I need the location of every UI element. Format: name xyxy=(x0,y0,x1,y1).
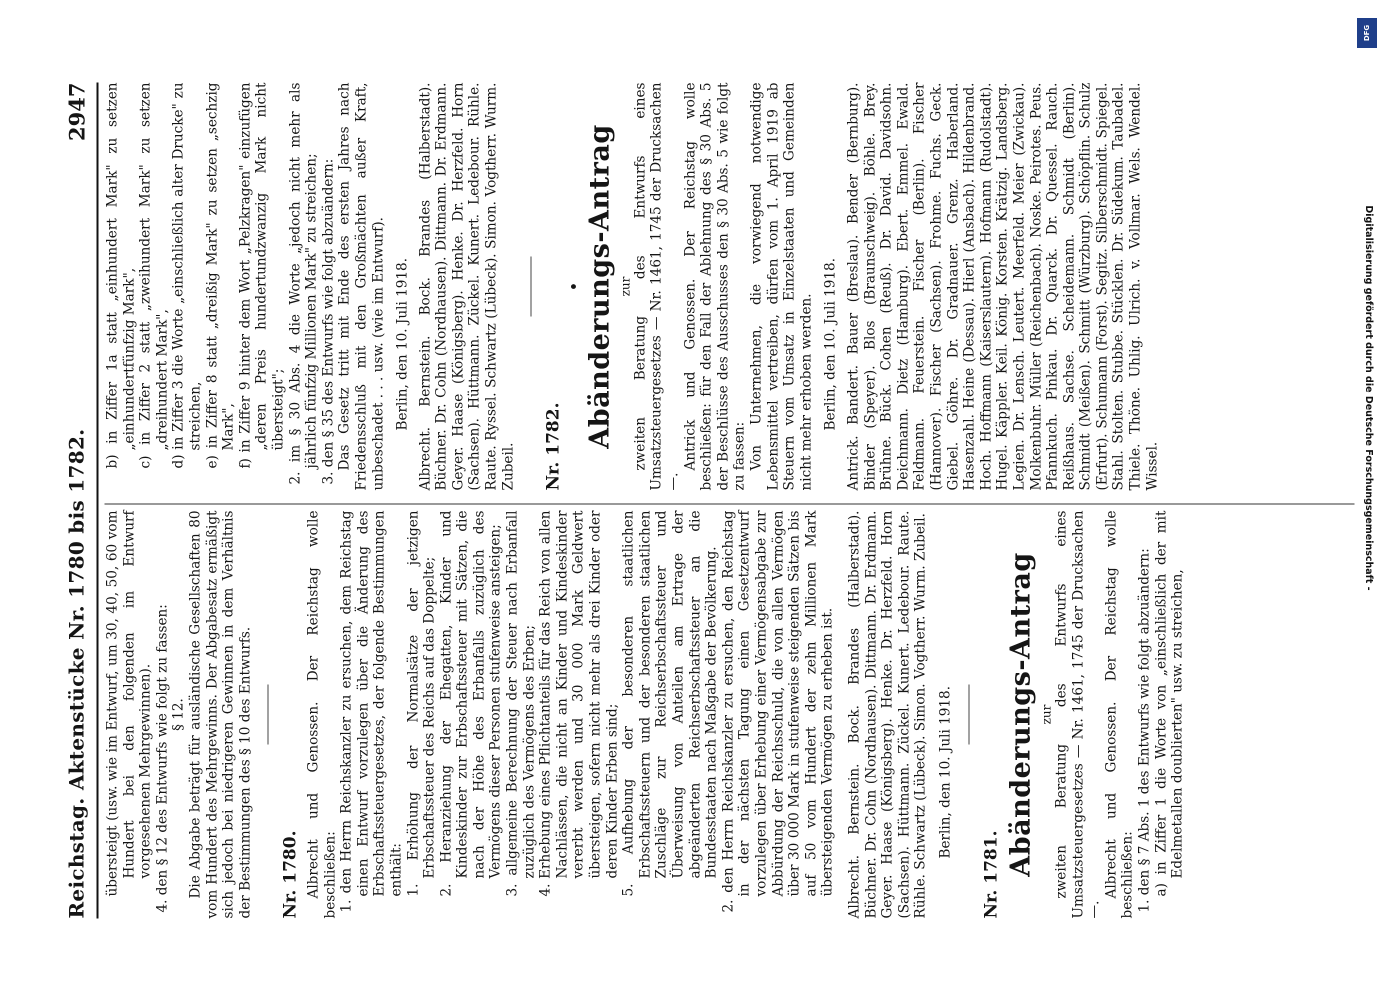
header-rule xyxy=(96,82,98,918)
document-number: Nr. 1782. xyxy=(543,401,564,490)
signatories: Albrecht. Bernstein. Bock. Brandes (Halberstadt). Büchner. Dr. Cohn (Nordhausen). Dittmann. Dr. Erdmann. Geyer. Haase (Königsberg). Henke. Dr. Herzfeld. Horn (Sachsen). Hüttmann. Zückel. Kunert. Ledebour. Rühle. Raute. Ryssel. Schwartz (Lübeck). Simon. Vogtherr. Wurm. Zubeil. xyxy=(416,82,516,490)
print-mark: • xyxy=(565,281,582,291)
document-number: Nr. 1780. xyxy=(280,829,301,918)
section-text: Das Gesetz tritt mit Ende des ersten Jahres nach Friedensschluß mit den Großmächten außer Kraft, unbeschadet . . . usw. (wie im Entwurf). xyxy=(336,82,386,490)
running-title: Reichstag. Aktenstücke Nr. 1780 bis 1782. xyxy=(64,428,88,918)
title-connector: zur xyxy=(1039,704,1054,724)
page-number: 2947 xyxy=(64,82,89,141)
motion-subitem: 1. Erhöhung der Normalsätze der jetzigen Erbschaftssteuer des Reichs auf das Doppelte; xyxy=(404,510,438,896)
motion-subitem: 3. allgemeine Berechnung der Steuer nach Erbanfall zuzüglich des Vermögens des Erben; xyxy=(504,510,537,896)
separator-rule xyxy=(267,684,268,744)
motion-item: 2. den Herrn Reichskanzler zu ersuchen, den Reichstag in der nächsten Tagung einen Gesetzentwurf vorzulegen über Erhebung einer Vermögensabgabe zur Abbürdung der Reichsschuld, die von allen Vermögen über 30 000 Mark in stufenweise steigenden Sätzen bis auf 50 vom Hundert der zehn Millionen Mark übersteigenden Vermögen zu erheben ist. xyxy=(719,510,836,912)
motion-item: 3. den § 35 des Entwurfs wie folgt abzuändern: xyxy=(319,158,336,484)
document-title: Abänderungs-Antrag xyxy=(1005,551,1037,877)
title-connector: zur xyxy=(617,276,632,296)
reference-line: zweiten Beratung des Entwurfs eines Umsatzsteuergesetzes — Nr. 1461, 1745 der Drucksachen —. xyxy=(631,82,682,490)
motion-subitem: 5. Aufhebung der besonderen staatlichen Erbschaftssteuern und der besonderen staatlichen Zuschläge zur Reichserbschaftssteuer und Überweisung von Anteilen am Ertrage der abgeänderten Reichserbschaftssteuer an die Bundesstaaten nach Maßgabe der Bevölkerung. xyxy=(620,510,720,896)
signatories: Albrecht. Bernstein. Bock. Brandes (Halberstadt). Büchner. Dr. Cohn (Nordhausen). Dittmann. Dr. Erdmann. Geyer. Haase (Königsberg). Henke. Dr. Herzfeld. Horn (Sachsen). Hüttmann. Zückel. Kunert. Ledebour. Raute. Rühle. Schwartz (Lübeck). Simon. Vogtherr. Wurm. Zubeil. xyxy=(845,510,929,918)
motion-subitem: d) in Ziffer 3 die Worte „einschließlich alter Drucke" zu streichen, xyxy=(170,82,203,468)
signatories: Antrick. Bandert. Bauer (Breslau). Bender (Bernburg). Binder (Speyer). Blos (Braunschweig). Böhle. Brey. Brühne. Bück. Cohen (Reuß). Dr. David. Davidsohn. Deichmann. Dietz (Hamburg). Ebert. Emmel. Ewald. Feldmann. Feuerstein. Fischer (Berlin). Fischer (Hannover). Fischer (Sachsen). Frohme. Fuchs. Geck. Giebel. Göhre. Dr. Gradnauer. Grenz. Haberland. Hasenzahl. Heine (Dessau). Hierl (Ansbach). Hildenbrand. Hoch. Hoffmann (Kaiserslautern). Hofmann (Rudolstadt). Hugel. Käppler. Keil. König. Korsten. Krätzig. Landsberg. Legien. Dr. Lensch. Leutert. Meerfeld. Meier (Zwickau). Molkenbuhr. Müller (Reichenbach). Noske. Peirotes. Peus. Pfannkuch. Pinkau. Dr. Quarck. Dr. Quessel. Rauch. Reißhaus. Sachse. Scheidemann. Schmidt (Berlin). Schmidt (Meißen). Schmitt (Würzburg). Schöpflin. Schulz (Erfurt). Schumann (Forst). Segitz. Silberschmidt. Spiegel. Stahl. Stolten. Stubbe. Stücklen. Dr. Südekum. Taubadel. Thiele. Thöne. Uhlig. Ulrich. v. Vollmar. Wels. Wendel. Wissel. xyxy=(844,82,1160,490)
left-column xyxy=(104,510,1186,918)
column-divider xyxy=(104,503,1354,504)
dfg-logo: DFG xyxy=(1357,18,1377,48)
motion-item: 2. im § 30 Abs. 4 die Worte „jedoch nicht mehr als jährlich fünfzig Millionen Mark" zu streichen; xyxy=(286,82,320,484)
motion-intro: Albrecht und Genossen. Der Reichstag wolle beschließen: xyxy=(1102,510,1136,918)
motion-item: 1. den § 7 Abs. 1 des Entwurfs wie folgt abzuändern: xyxy=(1136,547,1153,912)
digitization-credit: Digitalisierung gefördert durch die Deutsche Forschungsgemeinschaft - xyxy=(1363,205,1374,591)
motion-item: 1. den Herrn Reichskanzler zu ersuchen, dem Reichstag einen Entwurf vorzulegen über die Änderung des Erbschaftssteuergesetzes, der folgende Bestimmungen enthält: xyxy=(338,510,404,912)
motion-subitem: 4. Erhebung eines Pflichtanteils für das Reich von allen Nachlässen, die nicht an Kinder und Kindeskinder vererbt werden und 30 000 Mark Geldwert übersteigen, sofern nicht mehr als drei Kinder oder deren Kinder Erben sind; xyxy=(537,510,620,896)
document-title: Abänderungs-Antrag xyxy=(583,123,615,449)
motion-subitem: f) in Ziffer 9 hinter dem Wort „Pelzkragen" einzufügen „deren Preis hundertundzwanzig Mark nicht übersteigt"; xyxy=(236,82,286,468)
separator-rule xyxy=(968,684,969,744)
motion-subitem: c) in Ziffer 2 statt „zweihundert Mark" zu setzen „dreihundert Mark", xyxy=(137,82,170,468)
date-line: Berlin, den 10. Juli 1918. xyxy=(394,257,411,430)
digitization-sidebar xyxy=(1357,18,1377,982)
motion-subitem: e) in Ziffer 8 statt „dreißig Mark" zu setzen „sechzig Mark", xyxy=(203,82,237,468)
motion-intro: Albrecht und Genossen. Der Reichstag wolle beschließen: xyxy=(304,510,338,918)
reference-line: zweiten Beratung des Entwurfs eines Umsatzsteuergesetzes — Nr. 1461, 1745 der Drucksachen —. xyxy=(1053,510,1103,918)
motion-intro: Antrick und Genossen. Der Reichstag wolle beschließen: für den Fall der Ablehnung des § 30 Abs. 5 der Beschlüsse des Ausschusses den § 30 Abs. 5 wie folgt zu fassen: xyxy=(681,82,748,490)
amendment-item: 4. den § 12 des Entwurfs wie folgt zu fassen: xyxy=(153,603,170,912)
continuation-text: übersteigt (usw. wie im Entwurf, um 30, 40, 50, 60 vom Hundert bei den folgenden im Entwurf vorgesehenen Mehrgewinnen). xyxy=(104,510,154,896)
date-line: Berlin, den 10. Juli 1918. xyxy=(822,257,839,430)
section-heading: § 12. xyxy=(170,697,187,731)
section-text: Die Abgabe beträgt für ausländische Gesellschaften 80 vom Hundert des Mehrgewinns. Der Abgabesatz ermäßigt sich jedoch bei niedrigeren Gewinnen in dem Verhältnis der Bestimmungen des § 10 des Entwurfs. xyxy=(186,510,253,918)
section-text: Von Unternehmen, die vorwiegend notwendige Lebensmittel vertreiben, dürfen vom 1. April 1919 ab Steuern vom Umsatz in Einzelstaaten und Gemeinden nicht mehr erhoben werden. xyxy=(748,82,814,490)
motion-subitem: b) in Ziffer 1a statt „einhundert Mark" zu setzen „einhundertfünfzig Mark", xyxy=(104,82,137,468)
motion-subitem: a) in Ziffer 1 die Worte von „einschließlich der mit Edelmetallen doublierten" usw. zu streichen, xyxy=(1152,510,1186,896)
right-column xyxy=(104,82,1160,490)
running-header xyxy=(58,82,92,918)
date-line: Berlin, den 10. Juli 1918. xyxy=(936,685,953,858)
separator-rule xyxy=(530,256,531,316)
document-number: Nr. 1781. xyxy=(980,829,1001,918)
motion-subitem: 2. Heranziehung der Ehegatten, Kinder und Kindeskinder zur Erbschaftssteuer mit Sätzen, die nach der Höhe des Erbanfalls zuzüglich des Vermögens dieser Personen stufenweise ansteigen; xyxy=(437,510,504,896)
